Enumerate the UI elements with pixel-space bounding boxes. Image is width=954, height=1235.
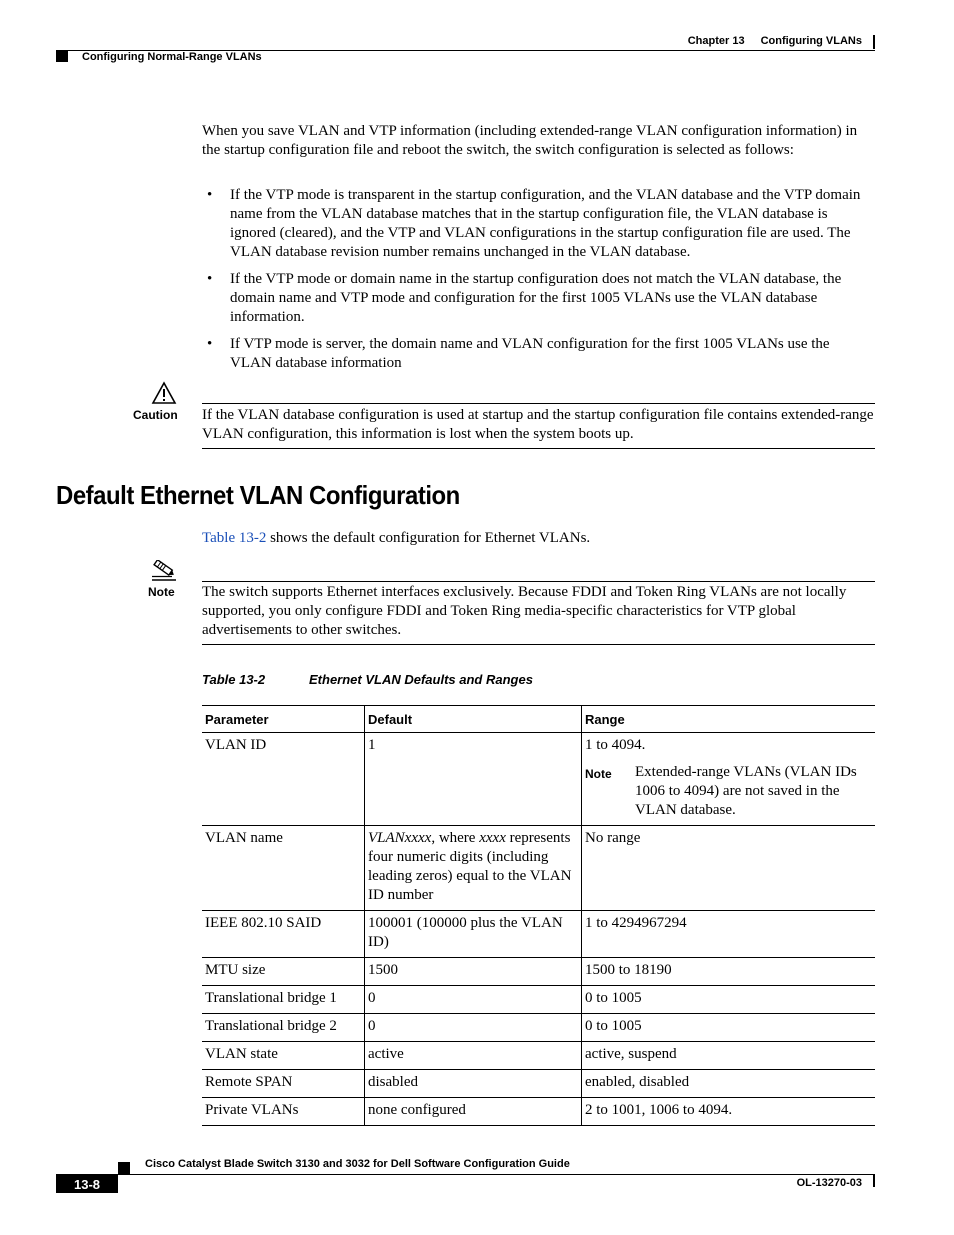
footer-doc-id: OL-13270-03 bbox=[796, 1177, 862, 1189]
default-text-rest: represents four numeric digits (including leading zeros) equal to the VLAN ID number bbox=[368, 830, 572, 903]
running-header-chapter bbox=[688, 35, 862, 47]
cell-note-text: Extended-range VLANs (VLAN IDs 1006 to 4094) are not saved in the VLAN database. bbox=[635, 764, 857, 818]
bullet-text: If the VTP mode or domain name in the startup configuration does not match the VLAN database, the domain name and VTP mode and configuration for the first 1005 VLANs use the VLAN database information. bbox=[230, 271, 842, 325]
chapter-number: Chapter 13 bbox=[687, 35, 745, 47]
header-block-marker bbox=[56, 51, 68, 62]
bullet-glyph: • bbox=[207, 187, 213, 203]
bullet-text: If the VTP mode is transparent in the startup configuration, and the VLAN database and the VTP domain name from the VLAN database matches that in the startup configuration file, the VLAN database is ignored (cleared), and the VTP and VLAN configurations in the startup configuration file are used. The VLAN database revision number remains unchanged in the VLAN database. bbox=[230, 187, 861, 260]
range-value: 1 to 4094. bbox=[585, 737, 646, 753]
cell-note-label: Note bbox=[585, 767, 612, 781]
intro-paragraph: When you save VLAN and VTP information (including extended-range VLAN configuration information) in the startup configuration file and reboot the switch, the switch configuration is selected as follows: bbox=[202, 123, 858, 158]
cell-default: active bbox=[365, 1042, 582, 1070]
table-13-2-link[interactable]: Table 13-2 bbox=[202, 530, 267, 546]
cell-parameter: VLAN ID bbox=[202, 733, 365, 826]
header-tick-mark bbox=[873, 35, 875, 49]
note-pencil-icon bbox=[150, 560, 178, 582]
cell-parameter: Private VLANs bbox=[202, 1098, 365, 1126]
bullet-glyph: • bbox=[207, 271, 213, 287]
cell-default: 0 bbox=[365, 1014, 582, 1042]
cell-parameter: Translational bridge 2 bbox=[202, 1014, 365, 1042]
default-italic-name: VLANxxxx bbox=[368, 830, 432, 846]
caution-bottom-rule bbox=[202, 448, 875, 449]
table-row bbox=[202, 1070, 875, 1098]
table-row bbox=[202, 826, 875, 911]
page-number: 13-8 bbox=[73, 1177, 101, 1192]
cell-parameter: Remote SPAN bbox=[202, 1070, 365, 1098]
table-title: Ethernet VLAN Defaults and Ranges bbox=[309, 672, 533, 687]
cell-default: 1500 bbox=[365, 958, 582, 986]
footer-block-marker bbox=[118, 1162, 130, 1174]
list-item bbox=[202, 270, 874, 327]
table-row bbox=[202, 986, 875, 1014]
list-item bbox=[202, 186, 874, 262]
cell-range: 0 to 1005 bbox=[582, 1014, 876, 1042]
table-row bbox=[202, 911, 875, 958]
cell-range: active, suspend bbox=[582, 1042, 876, 1070]
cell-range: 1500 to 18190 bbox=[582, 958, 876, 986]
default-text-mid: , where bbox=[431, 830, 480, 846]
chapter-title: Configuring VLANs bbox=[760, 35, 862, 47]
table-header-row bbox=[202, 706, 875, 733]
cell-default: 100001 (100000 plus the VLAN ID) bbox=[365, 911, 582, 958]
column-header-parameter: Parameter bbox=[202, 706, 365, 733]
column-header-default: Default bbox=[365, 706, 582, 733]
table-reference-text: shows the default configuration for Ethernet VLANs. bbox=[266, 530, 591, 546]
caution-label: Caution bbox=[133, 408, 178, 422]
cell-parameter: MTU size bbox=[202, 958, 365, 986]
note-bottom-rule bbox=[202, 644, 875, 645]
footer-guide-title: Cisco Catalyst Blade Switch 3130 and 3032 for Dell Software Configuration Guide bbox=[145, 1158, 570, 1170]
footer-tick-mark bbox=[873, 1175, 875, 1187]
table-row bbox=[202, 1098, 875, 1126]
table-row bbox=[202, 733, 875, 826]
caution-text: If the VLAN database configuration is used at startup and the startup configuration file contains extended-range VLAN configuration, this information is lost when the system boots up. bbox=[202, 407, 874, 442]
column-header-range: Range bbox=[582, 706, 876, 733]
cell-parameter: VLAN name bbox=[202, 826, 365, 911]
table-reference-paragraph bbox=[202, 529, 874, 548]
cell-range: 1 to 4294967294 bbox=[582, 911, 876, 958]
cell-parameter: Translational bridge 1 bbox=[202, 986, 365, 1014]
bullet-glyph: • bbox=[207, 336, 213, 352]
default-italic-placeholder: xxxx bbox=[479, 830, 506, 846]
running-header-section: Configuring Normal-Range VLANs bbox=[82, 51, 262, 63]
cell-note bbox=[585, 763, 872, 820]
table-number: Table 13-2 bbox=[202, 672, 266, 687]
note-top-rule bbox=[202, 581, 875, 582]
cell-parameter: IEEE 802.10 SAID bbox=[202, 911, 365, 958]
footer-rule bbox=[56, 1174, 875, 1175]
bullet-text: If VTP mode is server, the domain name and VLAN configuration for the first 1005 VLANs use the VLAN database information bbox=[230, 336, 830, 371]
cell-default: 0 bbox=[365, 986, 582, 1014]
caution-triangle-icon bbox=[151, 381, 177, 405]
bullet-list bbox=[202, 186, 874, 381]
list-item bbox=[202, 335, 874, 373]
note-text: The switch supports Ethernet interfaces exclusively. Because FDDI and Token Ring VLANs are not locally supported, you only configure FDDI and Token Ring media-specific characteristics for VTP global advertisements to other switches. bbox=[202, 584, 847, 638]
cell-range bbox=[582, 733, 876, 826]
caution-top-rule bbox=[202, 403, 875, 404]
ethernet-vlan-defaults-table bbox=[202, 705, 875, 1126]
cell-range: 0 to 1005 bbox=[582, 986, 876, 1014]
cell-default: none configured bbox=[365, 1098, 582, 1126]
table-row bbox=[202, 958, 875, 986]
cell-range: No range bbox=[582, 826, 876, 911]
note-label: Note bbox=[148, 585, 175, 599]
cell-default: 1 bbox=[365, 733, 582, 826]
table-row bbox=[202, 1042, 875, 1070]
table-row bbox=[202, 1014, 875, 1042]
cell-parameter: VLAN state bbox=[202, 1042, 365, 1070]
section-title: Default Ethernet VLAN Configuration bbox=[56, 480, 460, 510]
cell-range: 2 to 1001, 1006 to 4094. bbox=[582, 1098, 876, 1126]
cell-default: disabled bbox=[365, 1070, 582, 1098]
cell-default bbox=[365, 826, 582, 911]
cell-range: enabled, disabled bbox=[582, 1070, 876, 1098]
table-caption bbox=[202, 672, 533, 687]
